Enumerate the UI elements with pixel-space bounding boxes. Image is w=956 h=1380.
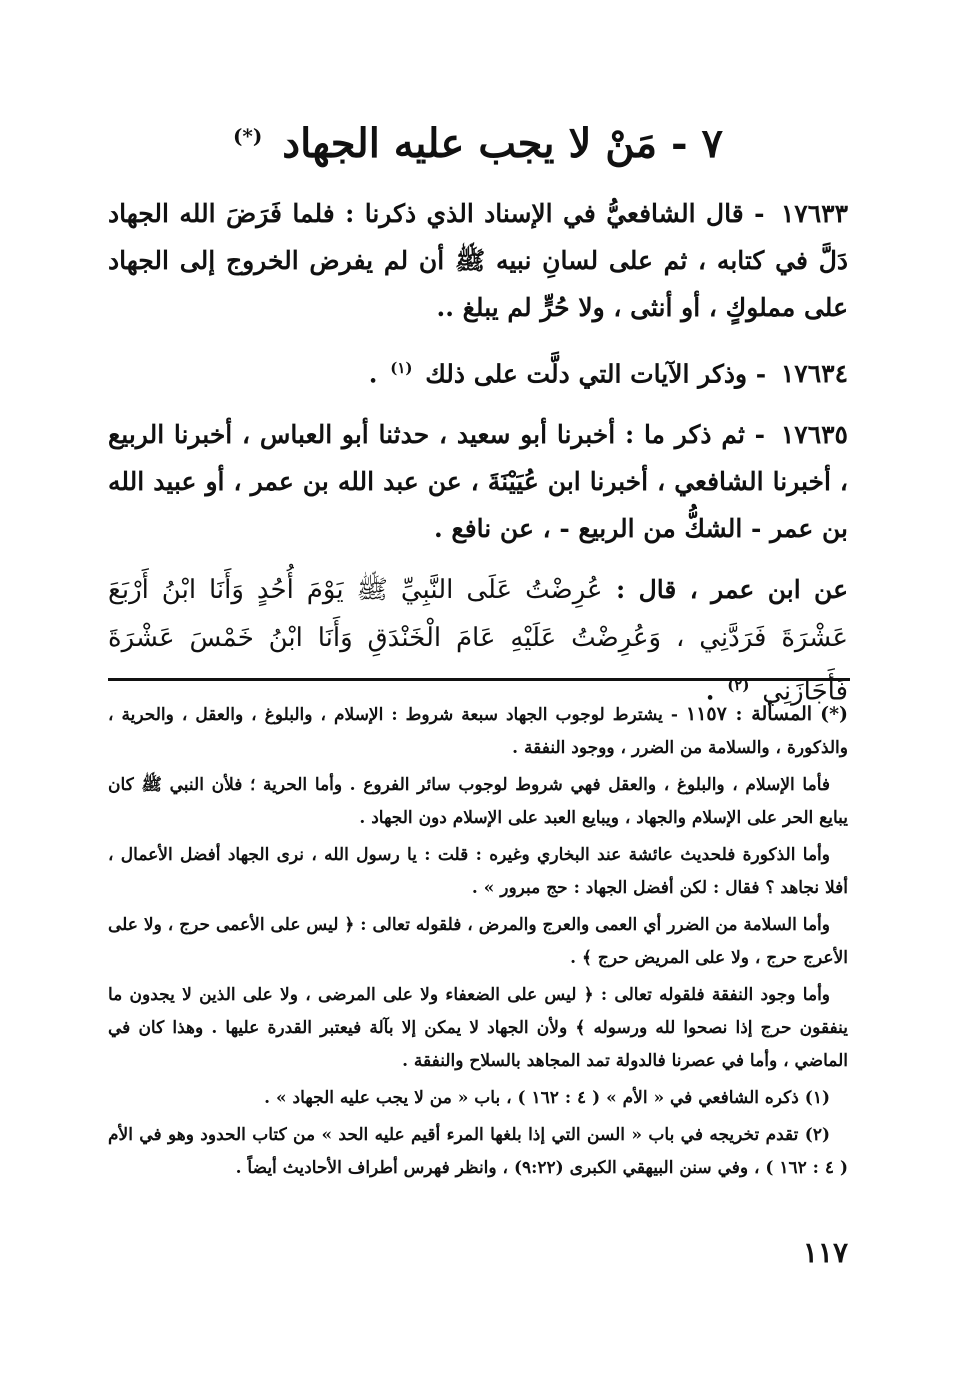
paragraph-number: ١٧٦٣٥ [780, 420, 848, 450]
footnote-paragraph: وأما وجود النفقة فلقوله تعالى : ﴿ ليس على الضعفاء ولا على المرضى ، ولا على الذين لا يجدون ما ينفقون حرج إذا نصحوا لله ورسوله ﴾ ولأن الجهاد لا يمكن إلا بآلة فيعتبر القدرة عليها . وهذا كان في الماضي ، وأما في عصرنا فالدولة تمد المجاهد بالسلاح والنفقة . [108, 985, 848, 1071]
paragraph-number: ١٧٦٣٤ [780, 359, 848, 389]
chapter-heading-text: ٧ - مَنْ لا يجب عليه الجهاد [282, 120, 724, 167]
footnote-label: المسألة : ١١٥٧ [685, 703, 813, 725]
paragraph-17635 [108, 411, 848, 552]
paragraph-end: . [705, 676, 715, 706]
paragraph-end: . [368, 359, 378, 389]
page-number: ١١٧ [802, 1236, 848, 1269]
chapter-heading [100, 118, 856, 170]
footnote-1: (١) ذكره الشافعي في « الأم » ( ٤ : ١٦٢ ) ، باب « من لا يجب عليه الجهاد » . [264, 1088, 830, 1108]
paragraph-17633 [108, 190, 848, 331]
chapter-note-mark: (*) [232, 123, 263, 148]
footnote-paragraph: فأما الإسلام ، والبلوغ ، والعقل فهي شروط لوجوب سائر الفروع . وأما الحرية ؛ فلأن النبي ﷺ كان يبايع الحر على الإسلام والجهاد ، ويبايع العبد على الإسلام دون الجهاد . [108, 775, 848, 828]
footnote-mark: (*) [820, 703, 848, 725]
main-text [108, 190, 848, 730]
hadith-text: عُرِضْتُ عَلَى النَّبِيِّ ﷺ يَوْمَ أُحُدٍ وَأَنَا ابْنُ أَرْبَعَ عَشْرَةَ فَرَدَّنِي ، وَعُرِضْتُ عَلَيْهِ عَامَ الْخَنْدَقِ وَأَنَا ابْنُ خَمْسَ عَشْرَةَ فَأَجَازَنِي [108, 575, 848, 707]
paragraph-number: ١٧٦٣٣ [780, 199, 848, 228]
paragraph-text: - وذكر الآيات التي دلَّت على ذلك [425, 359, 767, 389]
hadith-lead: عن ابن عمر ، قال : [615, 575, 849, 605]
paragraph-text: - ثم ذكر ما : أخبرنا أبو سعيد ، حدثنا أبو العباس ، أخبرنا الربيع ، أخبرنا الشافعي ، أخبرنا ابن عُيَيْنَةَ ، عن عبد الله بن عمر ، أو عبيد الله بن عمر - الشكُّ من الربيع - ، عن نافع . [108, 420, 848, 544]
hadith-paragraph [108, 566, 848, 715]
footnote-text: - يشترط لوجوب الجهاد سبعة شروط : الإسلام ، والبلوغ ، والعقل ، والحرية ، والذكورة ، والسلامة من الضرر ، ووجود النفقة . [108, 705, 848, 758]
footnote-ref: (١) [390, 359, 413, 377]
footnote-issue [108, 698, 848, 765]
footnote-paragraph: وأما الذكورة فلحديث عائشة عند البخاري وغيره : قلت : يا رسول الله ، نرى الجهاد أفضل الأعمال ، أفلا نجاهد ؟ فقال : لكن أفضل الجهاد : حج مبرور » . [108, 845, 848, 898]
footnote-2: (٢) تقدم تخريجه في باب « السن التي إذا بلغها المرء أقيم عليه الحد » من كتاب الحدود وهو في الأم ( ٤ : ١٦٢ ) ، وفي سنن البيهقي الكبرى (٩:٢٢) ، وانظر فهرس أطراف الأحاديث أيضاً . [108, 1125, 848, 1178]
footnote-divider [108, 678, 850, 681]
paragraph-17634 [108, 345, 848, 397]
footnote-ref: (٢) [727, 676, 750, 695]
footnotes [108, 698, 848, 1189]
paragraph-text: - قال الشافعيُّ في الإسناد الذي ذكرنا : فلما فَرَضَ الله الجهاد دَلَّ في كتابه ، ثم على لسانِ نبيه ﷺ أن لم يفرض الخروج إلى الجهاد على مملوكٍ ، أو أنثى ، ولا حُرٍّ لم يبلغ .. [108, 199, 848, 322]
footnote-paragraph: وأما السلامة من الضرر أي العمى والعرج والمرض ، فلقوله تعالى : ﴿ ليس على الأعمى حرج ، ولا على الأعرج حرج ، ولا على المريض حرج ﴾ . [108, 915, 848, 968]
